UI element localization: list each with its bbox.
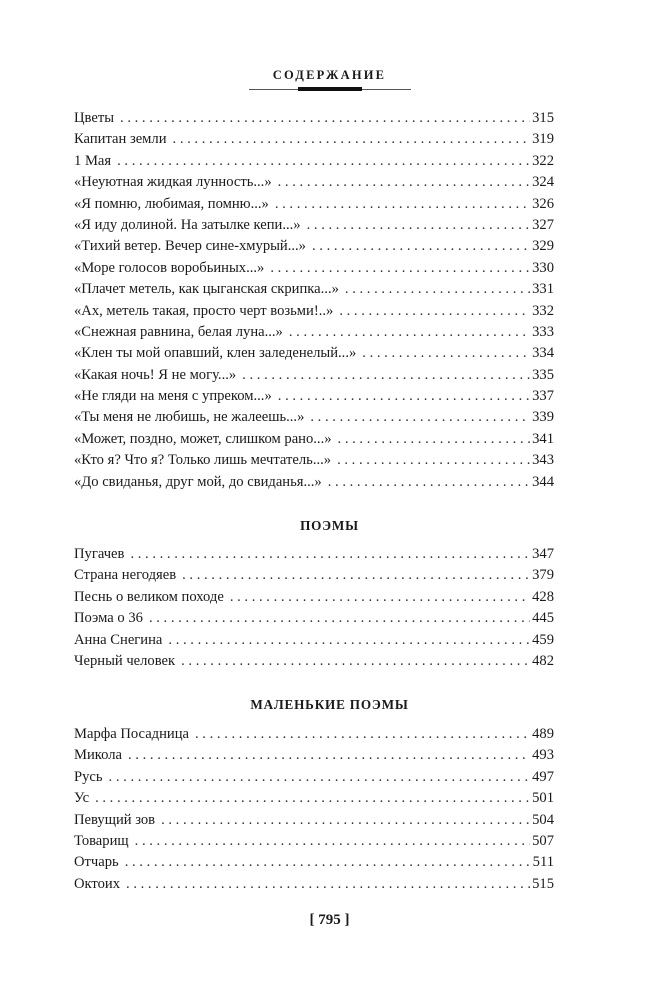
toc-entry-page: 332	[532, 302, 554, 319]
toc-entry-page: 504	[532, 811, 554, 828]
toc-entry	[74, 110, 554, 131]
toc-entry-page: 324	[532, 174, 554, 191]
toc-entry	[74, 153, 554, 174]
toc-entry-title: Черный человек	[74, 652, 176, 669]
toc-entry-page: 341	[532, 430, 554, 447]
toc-entry	[74, 174, 554, 195]
toc-small-poems-list	[74, 726, 554, 897]
toc-entry	[74, 632, 554, 653]
toc-entry-page: 327	[532, 216, 554, 233]
toc-entry-title: Капитан земли	[74, 131, 167, 148]
toc-entry-title: «Море голосов воробьиных...»	[74, 259, 265, 276]
dot-leader	[120, 110, 530, 127]
dot-leader	[275, 196, 530, 213]
toc-entry-page: 507	[532, 832, 554, 849]
dot-leader	[312, 238, 530, 255]
dot-leader	[95, 790, 530, 807]
dot-leader	[149, 610, 530, 627]
toc-entry-page: 335	[532, 366, 554, 383]
toc-entry-title: Страна негодяев	[74, 567, 177, 584]
dot-leader	[278, 388, 530, 405]
toc-entry	[74, 567, 554, 588]
toc-entry-title: Певущий зов	[74, 811, 156, 828]
toc-entry-title: Отчарь	[74, 854, 119, 871]
dot-leader	[168, 632, 530, 649]
toc-entry-title: «До свиданья, друг мой, до свиданья...»	[74, 473, 322, 490]
dot-leader	[289, 324, 530, 341]
dot-leader	[307, 217, 531, 234]
dot-leader	[195, 726, 530, 743]
dot-leader	[270, 260, 530, 277]
toc-entry	[74, 131, 554, 152]
toc-entry	[74, 409, 554, 430]
toc-entry-page: 493	[532, 747, 554, 764]
dot-leader	[310, 409, 530, 426]
toc-entry-title: Поэма о 36	[74, 610, 143, 627]
toc-entry	[74, 196, 554, 217]
toc-entry-page: 497	[532, 768, 554, 785]
toc-entry-page: 344	[532, 473, 554, 490]
toc-entry	[74, 260, 554, 281]
dot-leader	[135, 833, 530, 850]
toc-entry	[74, 610, 554, 631]
dot-leader	[337, 452, 530, 469]
toc-entry	[74, 431, 554, 452]
toc-entry-page: 445	[532, 610, 554, 627]
toc-entry-title: Цветы	[74, 110, 115, 126]
toc-entry	[74, 790, 554, 811]
toc-entry-title: Анна Снегина	[74, 631, 163, 648]
dot-leader	[126, 876, 530, 893]
toc-entry	[74, 812, 554, 833]
toc-entry-title: «Неуютная жидкая лунность...»	[74, 174, 272, 191]
toc-entry-title: «Ах, метель такая, просто черт возьми!..»	[74, 302, 334, 319]
toc-entry	[74, 345, 554, 366]
dot-leader	[181, 653, 530, 670]
toc-entry	[74, 452, 554, 473]
toc-entry-page: 428	[532, 588, 554, 605]
toc-entry-title: «Я помню, любимая, помню...»	[74, 195, 269, 212]
toc-entry-page: 322	[532, 152, 554, 169]
header-rule-accent	[298, 87, 362, 91]
toc-entry	[74, 876, 554, 897]
toc-entry-page: 333	[532, 323, 554, 340]
toc-entry-title: «Ты меня не любишь, не жалеешь...»	[74, 409, 305, 426]
dot-leader	[338, 431, 531, 448]
toc-entry	[74, 388, 554, 409]
toc-entry-page: 331	[532, 281, 554, 298]
toc-entry	[74, 589, 554, 610]
toc-entry-page: 315	[532, 110, 554, 126]
toc-entry-page: 347	[532, 546, 554, 562]
toc-entry-page: 343	[532, 452, 554, 469]
toc-entry	[74, 324, 554, 345]
dot-leader	[130, 546, 530, 563]
toc-entry	[74, 769, 554, 790]
toc-entry-title: Микола	[74, 747, 122, 764]
dot-leader	[278, 174, 530, 191]
running-header: СОДЕРЖАНИЕ	[272, 68, 387, 82]
dot-leader	[161, 812, 530, 829]
dot-leader	[345, 281, 530, 298]
toc-entry-page: 326	[532, 195, 554, 212]
toc-entry-title: «Тихий ветер. Вечер сине-хмурый...»	[74, 238, 306, 255]
dot-leader	[182, 567, 530, 584]
toc-entry-title: «Кто я? Что я? Только лишь мечтатель...»	[74, 452, 332, 469]
dot-leader	[125, 854, 531, 871]
dot-leader	[109, 769, 531, 786]
dot-leader	[173, 131, 531, 148]
toc-entry	[74, 238, 554, 259]
toc-entry-page: 511	[532, 854, 554, 871]
toc-entry-page: 379	[532, 567, 554, 584]
toc-entry-page: 339	[532, 409, 554, 426]
dot-leader	[362, 345, 530, 362]
toc-entry	[74, 854, 554, 875]
dot-leader	[117, 153, 530, 170]
toc-entry-title: «Не гляди на меня с упреком...»	[74, 388, 272, 405]
dot-leader	[339, 303, 530, 320]
toc-entry	[74, 546, 554, 567]
toc-poems-list	[74, 546, 554, 674]
toc-entry-title: Ус	[74, 790, 90, 807]
toc-entry-page: 329	[532, 238, 554, 255]
dot-leader	[242, 367, 530, 384]
toc-entry-page: 482	[532, 652, 554, 669]
toc-entry	[74, 217, 554, 238]
toc-entry-page: 515	[532, 875, 554, 892]
toc-entry-title: Пугачев	[74, 546, 125, 562]
toc-entry-page: 334	[532, 345, 554, 362]
toc-entry-title: «Клен ты мой опавший, клен заледенелый...»	[74, 345, 357, 362]
toc-entry	[74, 833, 554, 854]
dot-leader	[230, 589, 530, 606]
toc-entry-page: 489	[532, 726, 554, 742]
toc-entry	[74, 726, 554, 747]
toc-entry	[74, 653, 554, 674]
toc-entry-title: «Я иду долиной. На затылке кепи...»	[74, 216, 301, 233]
toc-lyrics-list	[74, 110, 554, 495]
section-heading-small-poems: МАЛЕНЬКИЕ ПОЭМЫ	[250, 697, 409, 712]
toc-entry-page: 319	[532, 131, 554, 148]
toc-entry-title: 1 Мая	[74, 152, 112, 169]
toc-entry-title: «Может, поздно, может, слишком рано...»	[74, 430, 332, 447]
toc-entry-title: «Плачет метель, как цыганская скрипка...»	[74, 281, 339, 298]
toc-entry-title: Песнь о великом походе	[74, 588, 224, 605]
toc-entry-page: 330	[532, 259, 554, 276]
toc-entry	[74, 303, 554, 324]
toc-entry-title: Марфа Посадница	[74, 726, 189, 742]
dot-leader	[328, 474, 530, 491]
toc-entry-title: «Какая ночь! Я не могу...»	[74, 366, 237, 383]
toc-entry-page: 501	[532, 790, 554, 807]
toc-entry-title: Товарищ	[74, 832, 129, 849]
page-number: [ 795 ]	[309, 912, 350, 928]
toc-entry-title: Русь	[74, 768, 103, 785]
dot-leader	[128, 747, 530, 764]
toc-entry	[74, 281, 554, 302]
toc-entry-page: 459	[532, 631, 554, 648]
toc-entry	[74, 474, 554, 495]
toc-entry-title: Октоих	[74, 875, 121, 892]
toc-entry-page: 337	[532, 388, 554, 405]
toc-entry	[74, 747, 554, 768]
section-heading-poems: ПОЭМЫ	[300, 518, 359, 533]
toc-entry-title: «Снежная равнина, белая луна...»	[74, 323, 283, 340]
toc-entry	[74, 367, 554, 388]
